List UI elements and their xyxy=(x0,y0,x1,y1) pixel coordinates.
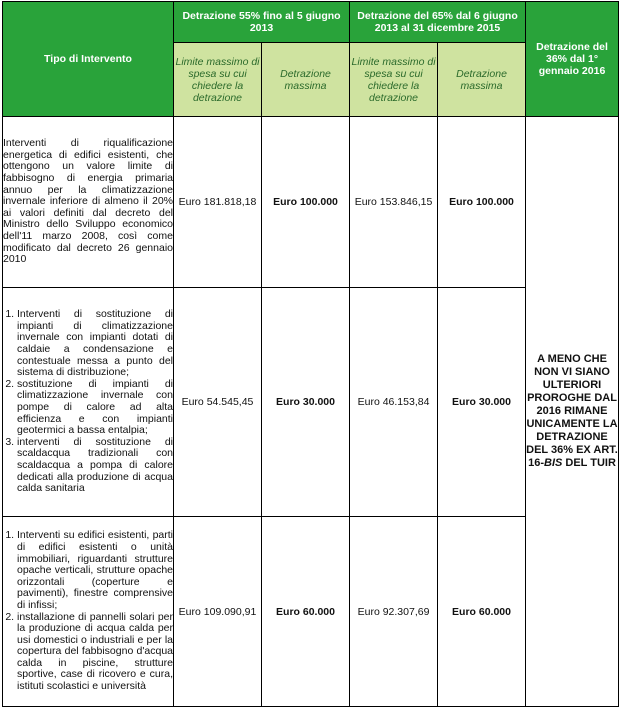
list-item: 1. Interventi su edifici esistenti, parti di edifici esistenti o unità immobiliari, riguardanti strutture opache verticali, strutture opache orizzontali (coperture e pavimenti), finestre comprensive di infissi; xyxy=(17,530,173,611)
cell-max-55: Euro 100.000 xyxy=(262,117,350,288)
header-detrazione-65: Detrazione del 65% dal 6 giugno 2013 al 31 dicembre 2015 xyxy=(350,2,526,43)
row-description xyxy=(3,288,174,517)
cell-limite-65: Euro 153.846,15 xyxy=(350,117,438,288)
intervention-list xyxy=(3,309,173,495)
cell-limite-55: Euro 109.090,91 xyxy=(174,517,262,707)
row-description xyxy=(3,117,174,288)
list-item: 2. sostituzione di impianti di climatizzazione invernale con pompe di calore ad alta efficienza e con impianti geotermici a bassa entalpia; xyxy=(17,379,173,437)
note-bis: BIS xyxy=(544,457,563,469)
list-item: 3. interventi di sostituzione di scaldacqua tradizionali con scaldacqua a pompa di calore dedicati alla produzione di acqua calda sanitaria xyxy=(17,437,173,495)
cell-limite-55: Euro 54.545,45 xyxy=(174,288,262,517)
row-description xyxy=(3,517,174,707)
cell-limite-65: Euro 92.307,69 xyxy=(350,517,438,707)
subheader-limite-55: Limite massimo di spesa su cui chiedere la detrazione xyxy=(174,43,262,117)
list-item: 2. installazione di pannelli solari per la produzione di acqua calda per usi domestici o industriali e per la copertura del fabbisogno d'acqua calda in piscine, strutture sportive, case di ricovero e cura, istituti scolastici e università xyxy=(17,612,173,693)
cell-limite-55: Euro 181.818,18 xyxy=(174,117,262,288)
subheader-detrazione-55: Detrazione massima xyxy=(262,43,350,117)
note-detrazione-36 xyxy=(526,117,619,707)
header-detrazione-36: Detrazione del 36% dal 1° gennaio 2016 xyxy=(526,2,619,117)
table-row xyxy=(3,117,619,288)
subheader-detrazione-65: Detrazione massima xyxy=(438,43,526,117)
detrazioni-table xyxy=(2,1,619,707)
cell-max-65: Euro 60.000 xyxy=(438,517,526,707)
cell-max-65: Euro 30.000 xyxy=(438,288,526,517)
cell-max-65: Euro 100.000 xyxy=(438,117,526,288)
cell-max-55: Euro 30.000 xyxy=(262,288,350,517)
intervention-list xyxy=(3,530,173,692)
row-description-text: Interventi di riqualificazione energetica di edifici esistenti, che ottengono un valore limite di fabbisogno di energia primaria annuo per la climatizzazione invernale inferiore di almeno il 20% ai valori definiti dal decreto del Ministro dello Sviluppo economico dell'11 marzo 2008, così come modificato dal decreto 26 gennaio 2010 xyxy=(3,137,173,266)
header-detrazione-55: Detrazione 55% fino al 5 giugno 2013 xyxy=(174,2,350,43)
subheader-limite-65: Limite massimo di spesa su cui chiedere la detrazione xyxy=(350,43,438,117)
note-text: A MENO CHE NON VI SIANO ULTERIORI PROROGHE DAL 2016 RIMANE UNICAMENTE LA DETRAZIONE DEL 36% EX ART. 16- xyxy=(526,353,618,469)
cell-max-55: Euro 60.000 xyxy=(262,517,350,707)
header-tipo-intervento: Tipo di Intervento xyxy=(3,2,174,117)
header-row-main xyxy=(3,2,619,43)
note-tail: DEL TUIR xyxy=(562,457,616,469)
list-item: 1. Interventi di sostituzione di impianti di climatizzazione invernale con impianti dotati di caldaie a condensazione e contestuale messa a punto del sistema di distribuzione; xyxy=(17,309,173,379)
cell-limite-65: Euro 46.153,84 xyxy=(350,288,438,517)
